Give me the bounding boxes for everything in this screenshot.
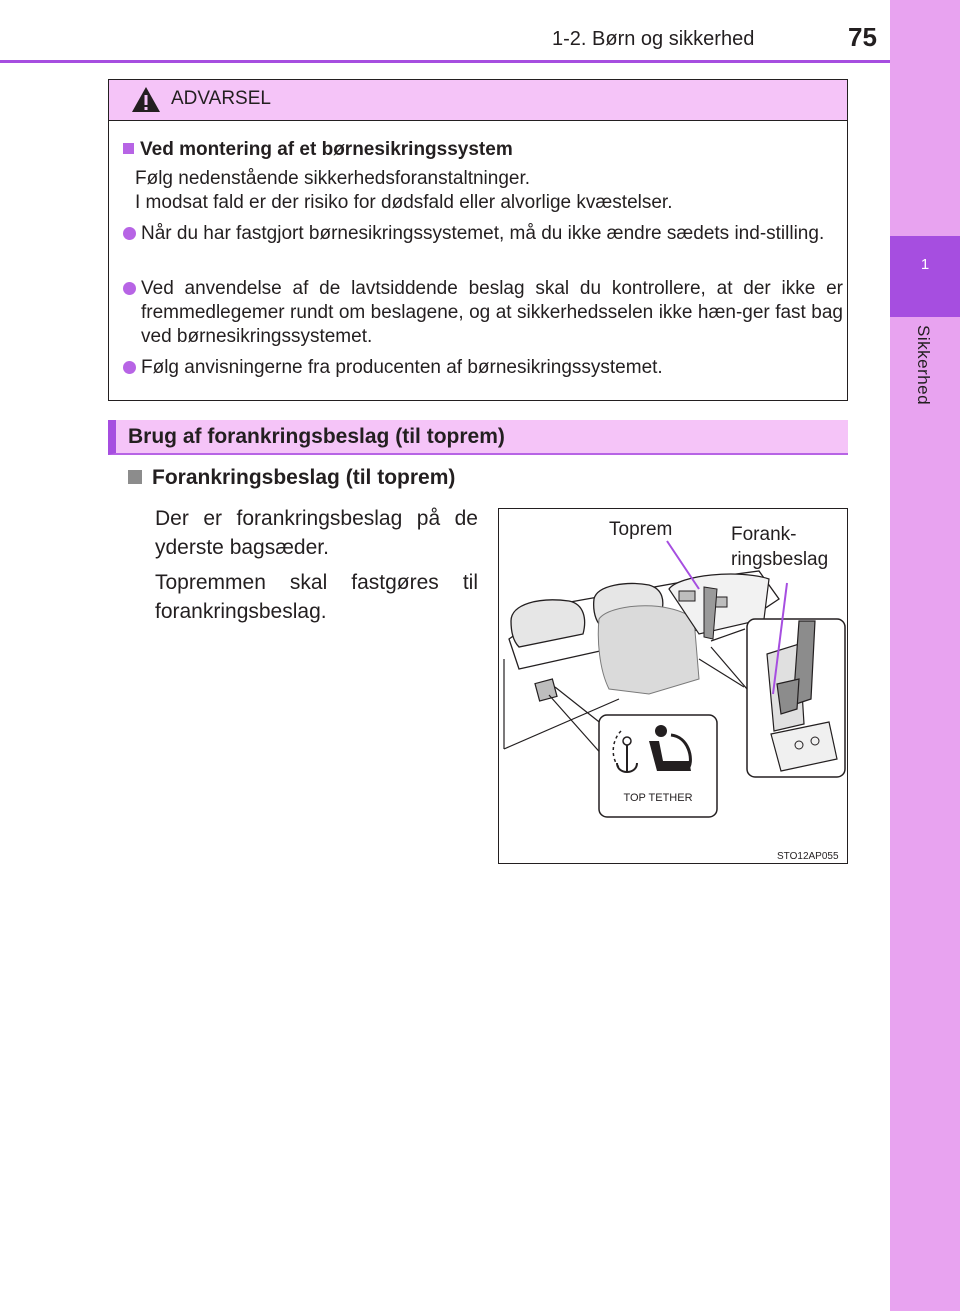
- warning-header: [109, 80, 847, 121]
- figure-badge-text: TOP TETHER: [623, 792, 693, 804]
- warning-bullet: Følg anvisningerne fra producenten af børnesikringssystemet.: [123, 356, 843, 380]
- warning-heading: Ved montering af et børnesikringssystem: [123, 139, 513, 161]
- warning-bullet: Ved anvendelse af de lavtsiddende beslag skal du kontrollere, at der ikke er fremmedlegemer rundt om beslagene, og at sikkerhedsselen ikke hæn-ger fast bag ved børnesikringssystemet.: [123, 277, 843, 349]
- round-bullet-icon: [123, 227, 136, 240]
- body-paragraph: Der er forankringsbeslag på de yderste bagsæder.: [155, 507, 478, 559]
- sidebar-strip-lower: [890, 317, 960, 1311]
- sidebar-strip: [890, 0, 960, 236]
- body-paragraph: Topremmen skal fastgøres til forankringsbeslag.: [155, 571, 478, 623]
- warning-triangle-icon: [131, 86, 161, 113]
- sidebar-section-label: Sikkerhed: [914, 325, 933, 406]
- label-anchor-line2: ringsbeslag: [731, 549, 829, 570]
- warning-title: ADVARSEL: [171, 88, 271, 109]
- square-bullet-icon: [128, 470, 142, 484]
- header-section-title: 1-2. Børn og sikkerhed: [552, 28, 755, 50]
- square-bullet-icon: [123, 143, 134, 154]
- warning-line: I modsat fald er der risiko for dødsfald eller alvorlige kvæstelser.: [135, 192, 673, 213]
- subheading: Forankringsbeslag (til toprem): [128, 466, 455, 490]
- chapter-tab-number: 1: [920, 256, 930, 273]
- label-anchor-line1: Forank-: [731, 524, 797, 545]
- label-toprem: Toprem: [609, 519, 673, 540]
- page-number: 75: [848, 22, 877, 52]
- chapter-tab[interactable]: [890, 236, 960, 317]
- section-title: Brug af forankringsbeslag (til toprem): [128, 425, 505, 448]
- warning-box: [108, 79, 848, 401]
- figure-code: STO12AP055: [777, 851, 839, 862]
- warning-line: Følg nedenstående sikkerhedsforanstaltninger.: [135, 168, 531, 189]
- warning-bullet: Når du har fastgjort børnesikringssystemet, må du ikke ændre sædets ind-stilling.: [123, 222, 843, 246]
- header-rule: [0, 60, 890, 63]
- round-bullet-icon: [123, 282, 136, 295]
- round-bullet-icon: [123, 361, 136, 374]
- section-heading-band: [108, 420, 848, 455]
- tether-anchor-figure: [498, 508, 848, 864]
